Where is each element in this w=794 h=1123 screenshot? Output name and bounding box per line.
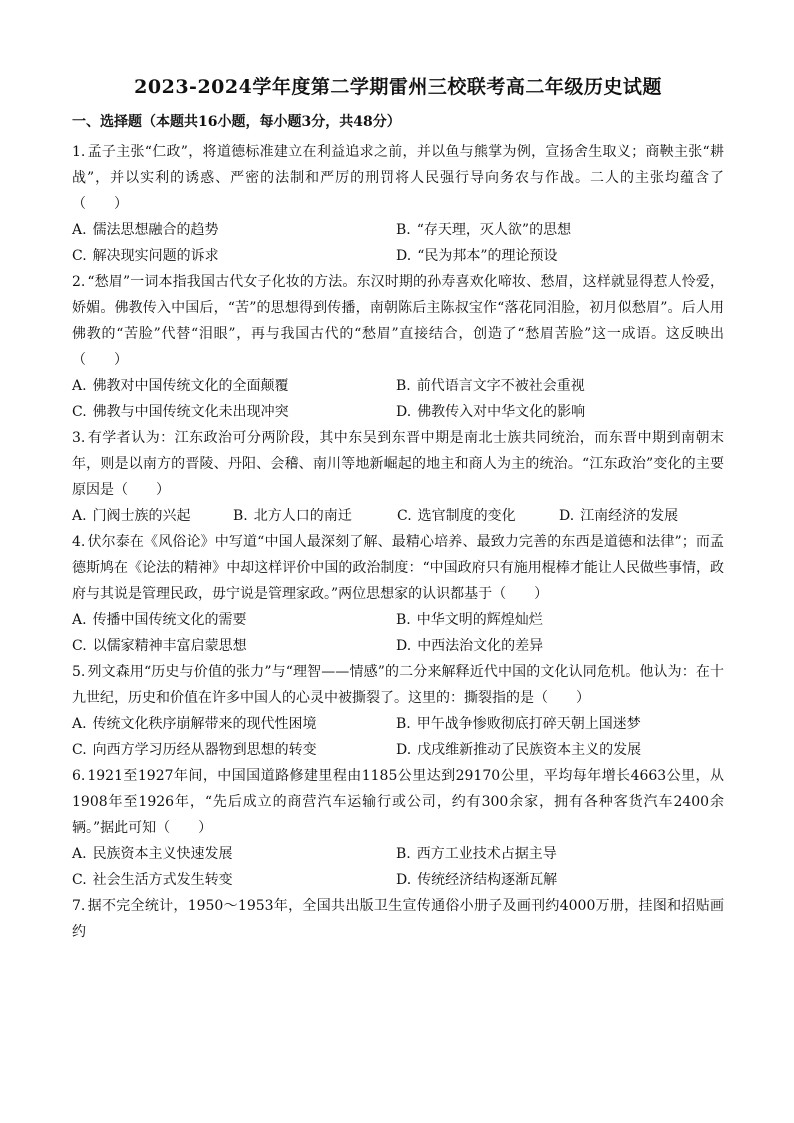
question-stem: [72, 269, 724, 373]
option-text: 向西方学习历经从器物到思想的转变: [92, 742, 317, 758]
option-c: [72, 737, 396, 763]
option-letter: A.: [72, 716, 87, 732]
option-letter: A.: [72, 508, 87, 524]
option-letter: C.: [72, 404, 87, 420]
option-d: [396, 633, 722, 659]
option-letter: B.: [396, 846, 411, 862]
option-b: [396, 607, 722, 633]
question-stem: [72, 763, 724, 841]
option-b: [233, 503, 397, 529]
option-letter: D.: [396, 742, 412, 758]
question-7: [72, 893, 724, 945]
question-2: [72, 269, 724, 425]
option-letter: B.: [233, 508, 248, 524]
question-number: 3.: [72, 430, 86, 446]
question-number: 5.: [72, 664, 86, 680]
option-text: “民为邦本”的理论预设: [417, 248, 558, 264]
option-text: 佛教传入对中华文化的影响: [417, 404, 586, 420]
question-number: 1.: [72, 144, 86, 160]
option-c: [397, 503, 559, 529]
question-number: 7.: [72, 898, 86, 914]
option-letter: C.: [72, 742, 87, 758]
option-text: 佛教对中国传统文化的全面颠覆: [92, 378, 289, 394]
option-text: 儒法思想融合的趋势: [92, 222, 219, 238]
question-text: 列文森用“历史与价值的张力”与“理智——情感”的二分来解释近代中国的文化认同危机。他认为：在十九世纪，历史和价值在许多中国人的心灵中被撕裂了。这里的：撕裂指的是（ ）: [72, 664, 724, 706]
option-a: [72, 711, 396, 737]
option-d: [396, 243, 722, 269]
option-b: [396, 841, 722, 867]
section-heading: 一、选择题（本题共16小题，每小题3分，共48分）: [72, 114, 401, 130]
question-text: 有学者认为：江东政治可分两阶段，其中东吴到东晋中期是南北士族共同统治，而东晋中期到南朝末年，则是以南方的晋陵、丹阳、会稽、南川等地新崛起的地主和商人为主的统治。“江东政治”变化的主要原因是（ ）: [72, 430, 724, 498]
option-text: “存天理，灭人欲”的思想: [416, 222, 572, 238]
option-text: 社会生活方式发生转变: [92, 872, 233, 888]
option-text: 中西法治文化的差异: [417, 638, 544, 654]
option-letter: A.: [72, 222, 87, 238]
question-stem: [72, 425, 724, 503]
option-letter: D.: [396, 872, 412, 888]
question-1: [72, 139, 724, 269]
question-text: 1921至1927年间，中国国道路修建里程由1185公里达到29170公里，平均每年增长4663公里，从1908年至1926年，“先后成立的商营汽车运输行或公司，约有300余家，拥有各种客货汽车2400余辆。”据此可知（ ）: [72, 768, 724, 836]
option-d: [396, 737, 722, 763]
option-letter: B.: [396, 222, 411, 238]
option-a: [72, 607, 396, 633]
option-b: [396, 217, 722, 243]
option-letter: A.: [72, 612, 87, 628]
option-letter: C.: [397, 508, 412, 524]
question-text: 据不完全统计，1950～1953年，全国共出版卫生宣传通俗小册子及画刊约4000万册，挂图和招贴画约: [72, 898, 724, 940]
option-a: [72, 217, 396, 243]
option-letter: A.: [72, 846, 87, 862]
question-text: “愁眉”一词本指我国古代女子化妆的方法。东汉时期的孙寿喜欢化啼妆、愁眉，这样就显得惹人怜爱，娇媚。佛教传入中国后，“苦”的思想得到传播，南朝陈后主陈叔宝作“落花同泪脸，初月似愁眉”。后人用佛教的“苦脸”代替“泪眼”，再与我国古代的“愁眉”直接结合，创造了“愁眉苦脸”这一成语。这反映出（ ）: [72, 274, 724, 368]
question-stem: [72, 139, 724, 217]
option-letter: C.: [72, 638, 87, 654]
option-list: [72, 711, 724, 763]
option-a: [72, 373, 396, 399]
option-letter: D.: [396, 638, 412, 654]
question-4: [72, 529, 724, 659]
option-text: 解决现实问题的诉求: [92, 248, 219, 264]
question-number: 2.: [72, 274, 86, 290]
question-stem: [72, 659, 724, 711]
option-list: [72, 607, 724, 659]
option-b: [396, 711, 722, 737]
option-text: 前代语言文字不被社会重视: [416, 378, 585, 394]
option-a: [72, 841, 396, 867]
option-c: [72, 867, 396, 893]
option-text: 甲午战争惨败彻底打碎天朝上国迷梦: [416, 716, 641, 732]
question-list: [72, 139, 724, 945]
option-c: [72, 633, 396, 659]
question-number: 6.: [72, 768, 86, 784]
option-text: 传统文化秩序崩解带来的现代性困境: [92, 716, 317, 732]
option-text: 佛教与中国传统文化未出现冲突: [92, 404, 289, 420]
option-letter: B.: [396, 716, 411, 732]
option-a: [72, 503, 233, 529]
option-text: 民族资本主义快速发展: [92, 846, 233, 862]
option-b: [396, 373, 722, 399]
option-list: [72, 217, 724, 269]
option-text: 北方人口的南迁: [253, 508, 352, 524]
option-letter: C.: [72, 872, 87, 888]
option-letter: D.: [396, 404, 412, 420]
option-letter: D.: [559, 508, 575, 524]
option-list: [72, 841, 724, 893]
option-text: 选官制度的变化: [417, 508, 516, 524]
question-text: 伏尔泰在《风俗论》中写道“中国人最深刻了解、最精心培养、最致力完善的东西是道德和法律”；而孟德斯鸠在《论法的精神》中却这样评价中国的政治制度：“中国政府只有施用棍棒才能让人民做些事情，政府与其说是管理民政，毋宁说是管理家政。”两位思想家的认识都基于（ ）: [72, 534, 724, 602]
option-letter: D.: [396, 248, 412, 264]
exam-title: 2023-2024学年度第二学期雷州三校联考高二年级历史试题: [134, 76, 662, 98]
option-text: 中华文明的辉煌灿烂: [416, 612, 543, 628]
option-d: [559, 503, 689, 529]
question-5: [72, 659, 724, 763]
option-c: [72, 399, 396, 425]
option-text: 以儒家精神丰富启蒙思想: [92, 638, 247, 654]
option-list: [72, 373, 724, 425]
option-letter: A.: [72, 378, 87, 394]
option-text: 江南经济的发展: [580, 508, 679, 524]
question-stem: [72, 893, 724, 945]
option-letter: B.: [396, 612, 411, 628]
option-d: [396, 399, 722, 425]
option-d: [396, 867, 722, 893]
option-letter: B.: [396, 378, 411, 394]
option-text: 门阀士族的兴起: [92, 508, 191, 524]
option-text: 戊戌维新推动了民族资本主义的发展: [417, 742, 642, 758]
option-text: 传播中国传统文化的需要: [92, 612, 247, 628]
option-letter: C.: [72, 248, 87, 264]
question-number: 4.: [72, 534, 86, 550]
option-text: 传统经济结构逐渐瓦解: [417, 872, 558, 888]
question-stem: [72, 529, 724, 607]
option-text: 西方工业技术占据主导: [416, 846, 557, 862]
question-6: [72, 763, 724, 893]
option-c: [72, 243, 396, 269]
option-list: [72, 503, 724, 529]
question-text: 孟子主张“仁政”，将道德标准建立在利益追求之前，并以鱼与熊掌为例，宣扬舍生取义；商鞅主张“耕战”，并以实利的诱惑、严密的法制和严厉的刑罚将人民强行导向务农与作战。二人的主张均蕴含了（ ）: [72, 144, 724, 212]
question-3: [72, 425, 724, 529]
